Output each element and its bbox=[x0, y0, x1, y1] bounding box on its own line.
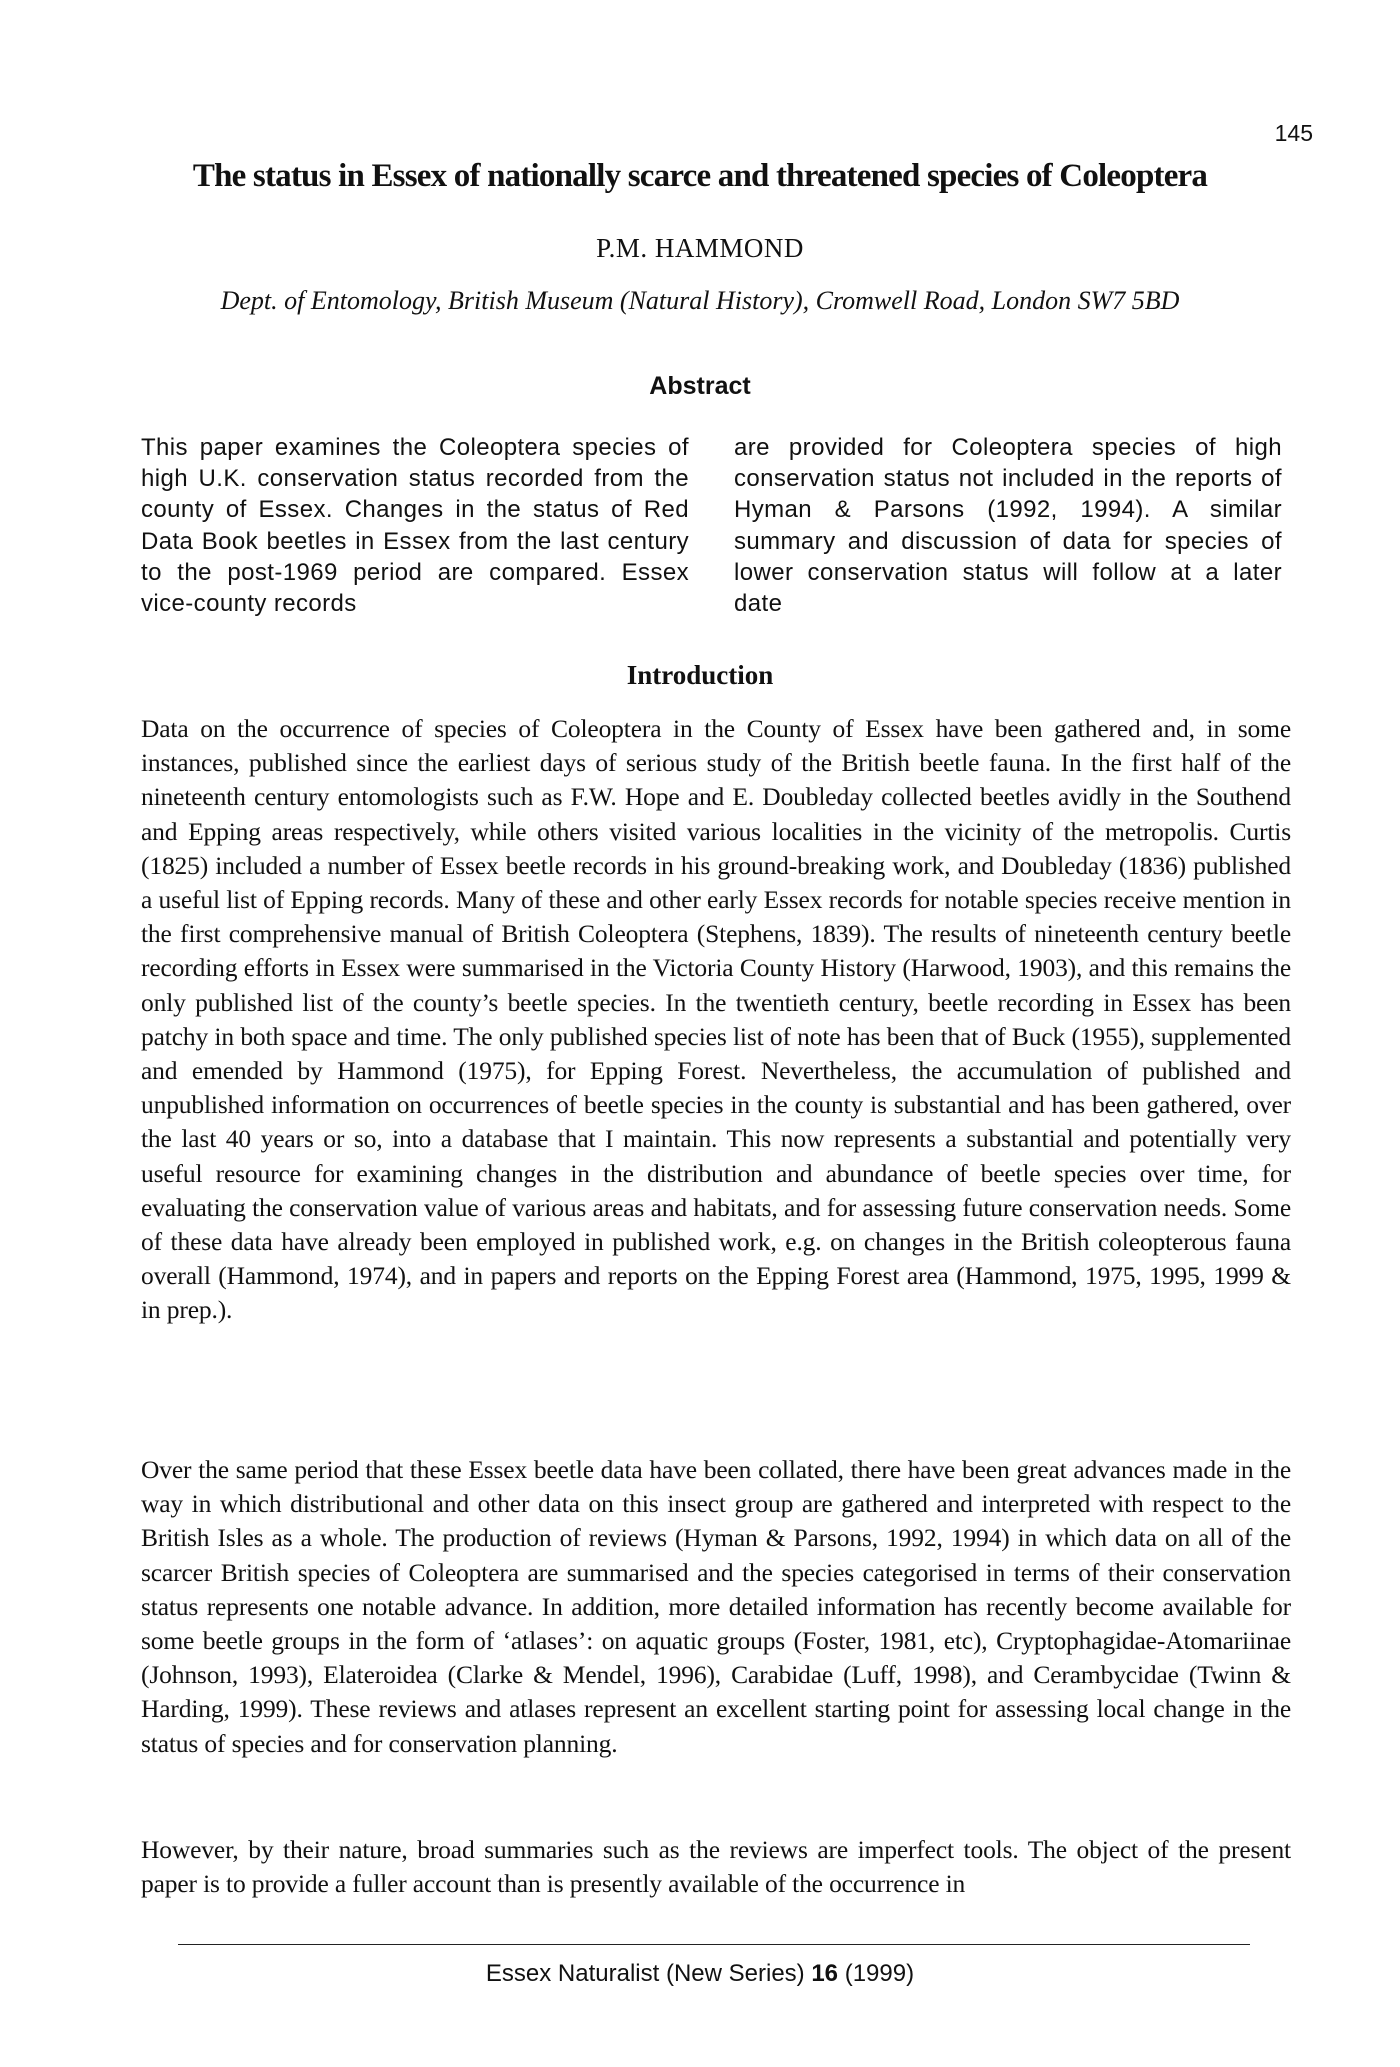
abstract-heading: Abstract bbox=[649, 372, 751, 400]
footer-divider bbox=[178, 1944, 1250, 1945]
author-affiliation: Dept. of Entomology, British Museum (Natural History), Cromwell Road, London SW7 5BD bbox=[220, 286, 1180, 315]
introduction-heading: Introduction bbox=[626, 660, 774, 690]
introduction-paragraph-1: Data on the occurrence of species of Coleoptera in the County of Essex have been gathered and, in some instances, published since the earliest days of serious study of the British beetle fauna. In the first half of the nineteenth century entomologists such as F.W. Hope and E. Doubleday collected beetles avidly in the Southend and Epping areas respectively, while others visited various localities in the vicinity of the metropolis. Curtis (1825) included a number of Essex beetle records in his ground-breaking work, and Doubleday (1836) published a useful list of Epping records. Many of these and other early Essex records for notable species receive mention in the first comprehensive manual of British Coleoptera (Stephens, 1839). The results of nineteenth century beetle recording efforts in Essex were summarised in the Victoria County History (Harwood, 1903), and this remains the only published list of the county’s beetle species. In the twentieth century, beetle recording in Essex has been patchy in both space and time. The only published species list of note has been that of Buck (1955), supplemented and emended by Hammond (1975), for Epping Forest. Nevertheless, the accumulation of published and unpublished information on occurrences of beetle species in the county is substantial and has been gathered, over the last 40 years or so, into a database that I maintain. This now represents a substantial and potentially very useful resource for examining changes in the distribution and abundance of beetle species over time, for evaluating the conservation value of various areas and habitats, and for assessing future conservation needs. Some of these data have already been employed in published work, e.g. on changes in the British coleopterous fauna overall (Hammond, 1974), and in papers and reports on the Epping Forest area (Hammond, 1975, 1995, 1999 & in prep.). bbox=[141, 714, 1291, 1325]
abstract-left-column: This paper examines the Coleoptera species of high U.K. conservation status recorded from the county of Essex. Changes in the status of Red Data Book beetles in Essex from the last century to the post-1969 period are compared. Essex vice-county records bbox=[141, 434, 689, 618]
author-name: P.M. HAMMOND bbox=[596, 233, 804, 263]
footer-volume: 16 bbox=[811, 1960, 839, 1987]
abstract-right-column: are provided for Coleoptera species of high conservation status not included in the reports of Hyman & Parsons (1992, 1994). A similar summary and discussion of data for species of lower conservation status will follow at a later date bbox=[734, 434, 1282, 618]
introduction-paragraph-3: However, by their nature, broad summaries such as the reviews are imperfect tools. The object of the present paper is to provide a fuller account than is presently available of the occurrence in bbox=[141, 1835, 1291, 1899]
footer-year: (1999) bbox=[844, 1960, 915, 1987]
page-number: 145 bbox=[1274, 120, 1313, 146]
paper-title: The status in Essex of nationally scarce and threatened species of Coleoptera bbox=[192, 158, 1208, 194]
introduction-paragraph-2: Over the same period that these Essex beetle data have been collated, there have been great advances made in the way in which distributional and other data on this insect group are gathered and interpreted with respect to the British Isles as a whole. The production of reviews (Hyman & Parsons, 1992, 1994) in which data on all of the scarcer British species of Coleoptera are summarised and the species categorised in terms of their conservation status represents one notable advance. In addition, more detailed information has recently become available for some beetle groups in the form of ‘atlases’: on aquatic groups (Foster, 1981, etc), Cryptophagidae-Atomariinae (Johnson, 1993), Elateroidea (Clarke & Mendel, 1996), Carabidae (Luff, 1998), and Cerambycidae (Twinn & Harding, 1999). These reviews and atlases represent an excellent starting point for assessing local change in the status of species and for conservation planning. bbox=[141, 1455, 1291, 1758]
footer-journal: Essex Naturalist (New Series) bbox=[485, 1960, 805, 1987]
footer-citation bbox=[0, 1960, 1400, 1988]
